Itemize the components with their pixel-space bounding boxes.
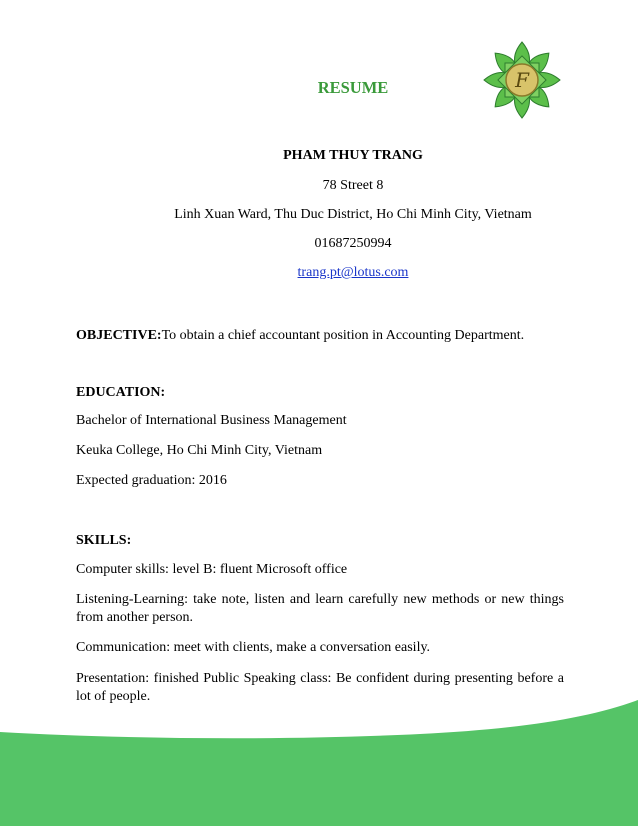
phone-number: 01687250994 [314,236,392,251]
email-wrapper [34,265,638,281]
address-line-2: Linh Xuan Ward, Thu Duc District, Ho Chi Minh City, Vietnam [174,207,532,222]
skill-item: Computer skills: level B: fluent Microsoft office [76,562,348,577]
education-school: Keuka College, Ho Chi Minh City, Vietnam [76,443,323,458]
address-line-1: 78 Street 8 [322,178,384,193]
objective-heading: OBJECTIVE: [76,328,162,343]
objective-section [76,327,564,345]
email-link[interactable]: trang.pt@lotus.com [297,265,409,280]
logo-monogram: F [515,68,529,92]
objective-text: To obtain a chief accountant position in Accounting Department. [161,328,525,343]
skill-item: Listening-Learning: take note, listen and learn carefully new methods or new things from another person. [76,592,564,625]
resume-title: RESUME [317,78,389,97]
education-graduation: Expected graduation: 2016 [76,473,227,488]
footer-wave [0,700,638,826]
skill-item: Presentation: finished Public Speaking class: Be confident during presenting before a lot of people. [76,671,564,704]
candidate-name: PHAM THUY TRANG [283,148,423,163]
education-degree: Bachelor of International Business Management [76,413,347,428]
education-heading: EDUCATION: [76,385,166,400]
skill-item: Communication: meet with clients, make a conversation easily. [76,640,431,655]
skills-heading: SKILLS: [76,533,132,548]
